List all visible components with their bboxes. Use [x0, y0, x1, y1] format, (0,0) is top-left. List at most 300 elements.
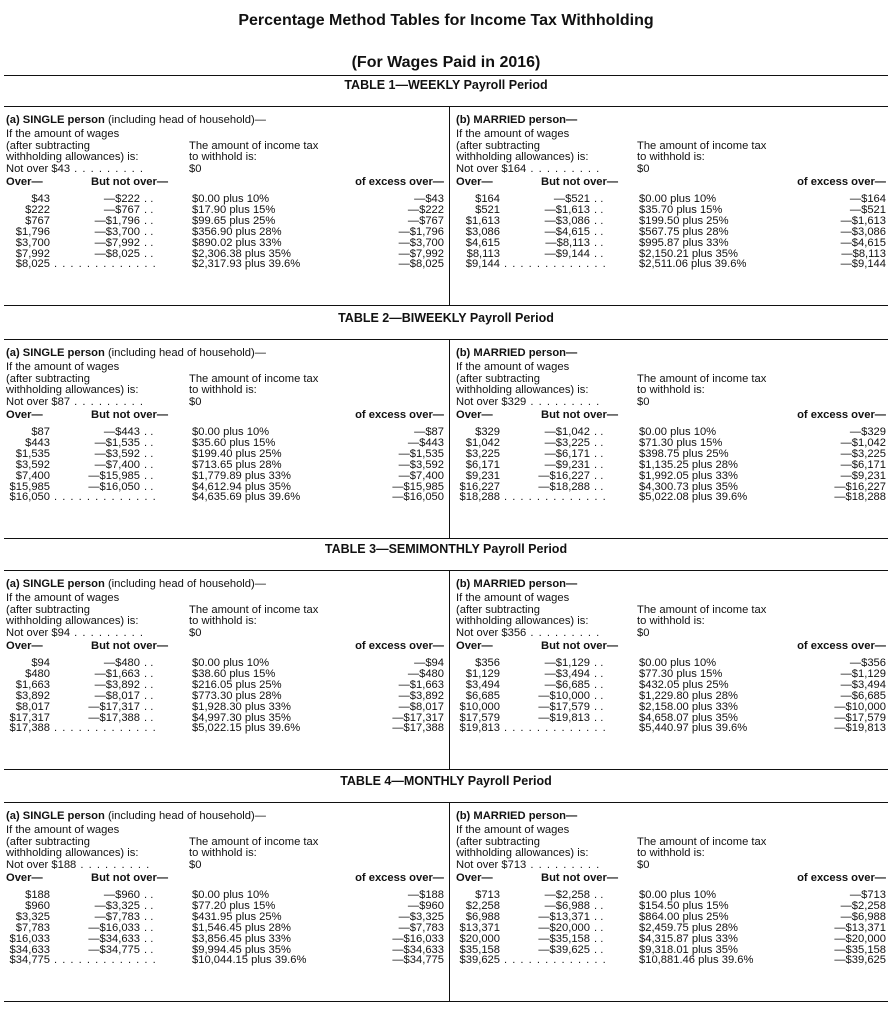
bracket-over: $1,613 [465, 214, 500, 227]
bracket-but-not-over: —$35,158 [538, 932, 590, 945]
header-but-not-over: But not over— [91, 872, 169, 884]
tax-formula: $2,317.93 plus 39.6% [192, 258, 301, 271]
wage-instruction: withholding allowances) is: [456, 151, 589, 163]
tax-formula: $9,994.45 plus 35% [192, 943, 291, 956]
leader-dots: . . [594, 214, 604, 227]
bracket-over: $16,050 [9, 491, 50, 504]
tax-formula: $1,928.30 plus 33% [192, 700, 291, 713]
bracket-but-not-over: —$6,685 [544, 678, 590, 691]
excess-over-amount: —$6,171 [840, 458, 886, 471]
bracket-but-not-over: —$7,400 [94, 458, 140, 471]
leader-dots: . . [594, 225, 604, 238]
bracket-over: $1,663 [15, 678, 50, 691]
tax-formula: $5,022.15 plus 39.6% [192, 722, 301, 735]
bracket-over: $16,227 [459, 480, 500, 493]
leader-dots: . . [144, 910, 154, 923]
leader-dots: . . [594, 678, 604, 691]
leader-dots: . . [144, 436, 154, 449]
leader-dots: . . [594, 426, 604, 438]
leader-dots: . . . . . . . . . . . . . [54, 258, 157, 271]
excess-over-amount: —$3,325 [398, 910, 444, 923]
table-block-3 [4, 540, 888, 771]
bracket-over: $8,113 [466, 247, 500, 260]
excess-over-amount: —$1,796 [398, 225, 444, 238]
not-over-text: Not over $329 [456, 396, 527, 408]
tax-formula: $890.02 plus 33% [192, 236, 282, 249]
tax-instruction: The amount of income tax [637, 836, 767, 848]
leader-dots: . . [594, 711, 604, 724]
bracket-but-not-over: —$3,086 [544, 214, 590, 227]
tax-formula: $864.00 plus 25% [639, 910, 729, 923]
tax-formula: $9,318.01 plus 35% [639, 943, 738, 956]
bracket-but-not-over: —$3,700 [94, 225, 140, 238]
tax-formula: $713.65 plus 28% [192, 458, 282, 471]
tax-formula: $1,546.45 plus 28% [192, 921, 291, 934]
bracket-over: $3,225 [465, 447, 500, 460]
single-person-heading [6, 810, 266, 822]
bracket-over: $35,158 [459, 943, 500, 956]
bracket-over: $6,171 [465, 458, 500, 471]
not-over-threshold [456, 859, 600, 871]
single-person-label: (a) SINGLE person [6, 578, 105, 590]
single-person-label: (a) SINGLE person [6, 810, 105, 822]
header-of-excess-over: of excess over— [797, 640, 886, 652]
married-person-label: (b) MARRIED person— [456, 578, 578, 590]
leader-dots: . . . . . . . . . . . . . [504, 491, 607, 504]
leader-dots: . . [144, 236, 154, 249]
tax-formula: $2,158.00 plus 33% [639, 700, 738, 713]
header-of-excess-over: of excess over— [797, 409, 886, 421]
leader-dots: . . [144, 899, 154, 912]
table-bottom-rule [4, 769, 888, 770]
wage-instruction: withholding allowances) is: [456, 615, 589, 627]
bracket-over: $20,000 [459, 932, 500, 945]
tax-instruction: The amount of income tax [189, 140, 319, 152]
tax-formula: $4,315.87 plus 33% [639, 932, 738, 945]
leader-dots: . . . . . . . . . . . . . [54, 491, 157, 504]
zero-amount: $0 [637, 859, 650, 871]
excess-over-amount: —$1,663 [398, 678, 444, 691]
header-but-not-over: But not over— [91, 640, 169, 652]
bracket-over: $3,325 [15, 910, 50, 923]
wage-instruction: If the amount of wages [6, 592, 120, 604]
wage-instruction: If the amount of wages [456, 592, 570, 604]
excess-over-amount: —$87 [414, 426, 444, 438]
bracket-but-not-over: —$9,231 [544, 458, 590, 471]
bracket-but-not-over: —$1,042 [544, 426, 590, 438]
tax-formula: $773.30 plus 28% [192, 689, 282, 702]
excess-over-amount: —$1,042 [840, 436, 886, 449]
page-title: Percentage Method Tables for Income Tax Withholding [238, 12, 654, 29]
leader-dots: . . [144, 447, 154, 460]
tax-instruction: to withhold is: [637, 384, 705, 396]
bracket-but-not-over: —$8,017 [94, 689, 140, 702]
zero-amount: $0 [189, 163, 202, 175]
excess-over-amount: —$8,025 [398, 258, 444, 271]
bracket-but-not-over: —$3,494 [544, 667, 590, 680]
wage-instruction: withholding allowances) is: [6, 151, 139, 163]
tax-formula: $5,022.08 plus 39.6% [639, 491, 748, 504]
bracket-over: $39,625 [459, 954, 500, 967]
excess-over-amount: —$3,592 [398, 458, 444, 471]
leader-dots: . . [594, 899, 604, 912]
bracket-over: $13,371 [459, 921, 500, 934]
header-over: Over— [456, 409, 493, 421]
excess-over-amount: —$18,288 [834, 491, 886, 504]
wage-instruction: withholding allowances) is: [6, 847, 139, 859]
table-heading: TABLE 2—BIWEEKLY Payroll Period [338, 311, 554, 325]
bracket-but-not-over: —$960 [103, 889, 140, 901]
wage-instruction: If the amount of wages [6, 128, 120, 140]
leader-dots: . . [594, 667, 604, 680]
leader-dots: . . [144, 469, 154, 482]
header-over: Over— [456, 176, 493, 188]
leader-dots: . . [144, 943, 154, 956]
excess-over-amount: —$767 [407, 214, 444, 227]
tax-formula: $0.00 plus 10% [639, 193, 717, 205]
excess-over-amount: —$356 [849, 657, 886, 669]
bracket-but-not-over: —$16,050 [88, 480, 140, 493]
bracket-but-not-over: —$1,613 [544, 203, 590, 216]
leader-dots: . . [144, 657, 154, 669]
bracket-over: $521 [475, 203, 500, 216]
leader-dots: . . [144, 678, 154, 691]
not-over-text: Not over $164 [456, 163, 527, 175]
leader-dots: . . [144, 458, 154, 471]
bracket-over: $7,992 [15, 247, 50, 260]
tax-instruction: to withhold is: [637, 151, 705, 163]
excess-over-amount: —$1,613 [840, 214, 886, 227]
leader-dots: . . [594, 193, 604, 205]
wage-instruction: If the amount of wages [456, 824, 570, 836]
header-of-excess-over: of excess over— [797, 872, 886, 884]
bracket-but-not-over: —$6,171 [544, 447, 590, 460]
bracket-but-not-over: —$7,992 [94, 236, 140, 249]
bracket-but-not-over: —$9,144 [544, 247, 590, 260]
excess-over-amount: —$188 [407, 889, 444, 901]
excess-over-amount: —$16,227 [834, 480, 886, 493]
bracket-but-not-over: —$443 [103, 426, 140, 438]
wage-instruction: If the amount of wages [456, 128, 570, 140]
bracket-over: $3,592 [15, 458, 50, 471]
bracket-over: $713 [475, 889, 500, 901]
bracket-over: $94 [31, 657, 50, 669]
bracket-but-not-over: —$6,988 [544, 899, 590, 912]
not-over-text: Not over $87 [6, 396, 71, 408]
bracket-but-not-over: —$1,535 [94, 436, 140, 449]
excess-over-amount: —$1,129 [840, 667, 886, 680]
married-person-label: (b) MARRIED person— [456, 810, 578, 822]
excess-over-amount: —$4,615 [840, 236, 886, 249]
wage-instruction: (after subtracting [6, 373, 90, 385]
bracket-but-not-over: —$15,985 [88, 469, 140, 482]
wage-instruction: (after subtracting [6, 140, 90, 152]
tax-instruction: The amount of income tax [189, 604, 319, 616]
excess-over-amount: —$713 [849, 889, 886, 901]
leader-dots: . . [594, 700, 604, 713]
married-person-label: (b) MARRIED person— [456, 114, 578, 126]
header-of-excess-over: of excess over— [355, 640, 444, 652]
tax-instruction: to withhold is: [637, 847, 705, 859]
leader-dots: . . . . . . . . . . . . . [54, 954, 157, 967]
bracket-over: $16,033 [9, 932, 50, 945]
single-person-heading [6, 114, 266, 126]
tax-instruction: The amount of income tax [637, 140, 767, 152]
leader-dots: . . [144, 932, 154, 945]
excess-over-amount: —$7,992 [398, 247, 444, 260]
excess-over-amount: —$3,700 [398, 236, 444, 249]
excess-over-amount: —$3,494 [840, 678, 886, 691]
header-but-not-over: But not over— [541, 176, 619, 188]
bracket-over: $6,988 [465, 910, 500, 923]
leader-dots: . . [144, 193, 154, 205]
excess-over-amount: —$6,988 [840, 910, 886, 923]
not-over-threshold [456, 163, 600, 175]
tax-formula: $398.75 plus 25% [639, 447, 729, 460]
wage-instruction: withholding allowances) is: [6, 384, 139, 396]
not-over-text: Not over $713 [456, 859, 527, 871]
table-block-1 [4, 76, 888, 307]
header-of-excess-over: of excess over— [355, 409, 444, 421]
excess-over-amount: —$17,388 [392, 722, 444, 735]
header-over: Over— [456, 872, 493, 884]
tax-formula: $38.60 plus 15% [192, 667, 276, 680]
not-over-threshold [6, 859, 150, 871]
excess-over-amount: —$43 [414, 193, 444, 205]
tax-formula: $1,992.05 plus 33% [639, 469, 738, 482]
tax-formula: $5,440.97 plus 39.6% [639, 722, 748, 735]
table-heading: TABLE 3—SEMIMONTHLY Payroll Period [324, 542, 568, 556]
wage-instruction: withholding allowances) is: [456, 847, 589, 859]
table-bottom-rule [4, 538, 888, 539]
zero-amount: $0 [637, 396, 650, 408]
bracket-but-not-over: —$16,227 [538, 469, 590, 482]
tax-formula: $0.00 plus 10% [192, 889, 270, 901]
bracket-but-not-over: —$480 [103, 657, 140, 669]
leader-dots: . . [594, 921, 604, 934]
single-person-qualifier: (including head of household)— [104, 810, 266, 822]
leader-dots: . . [144, 889, 154, 901]
bracket-but-not-over: —$521 [553, 193, 590, 205]
bracket-but-not-over: —$17,579 [538, 700, 590, 713]
tax-formula: $431.95 plus 25% [192, 910, 282, 923]
not-over-threshold [6, 163, 144, 175]
bracket-over: $9,144 [465, 258, 500, 271]
bracket-over: $15,985 [9, 480, 50, 493]
bracket-over: $164 [475, 193, 500, 205]
page-subtitle: (For Wages Paid in 2016) [351, 54, 541, 71]
excess-over-amount: —$13,371 [834, 921, 886, 934]
excess-over-amount: —$3,086 [840, 225, 886, 238]
bracket-over: $6,685 [465, 689, 500, 702]
tax-formula: $71.30 plus 15% [639, 436, 723, 449]
tax-formula: $0.00 plus 10% [639, 657, 717, 669]
tax-formula: $35.60 plus 15% [192, 436, 276, 449]
excess-over-amount: —$19,813 [834, 722, 886, 735]
bracket-but-not-over: —$3,225 [544, 436, 590, 449]
not-over-text: Not over $356 [456, 627, 527, 639]
tax-formula: $35.70 plus 15% [639, 203, 723, 216]
tax-formula: $199.50 plus 25% [639, 214, 729, 227]
bracket-over: $8,017 [15, 700, 50, 713]
bracket-but-not-over: —$222 [103, 193, 140, 205]
excess-over-amount: —$3,892 [398, 689, 444, 702]
bracket-but-not-over: —$13,371 [538, 910, 590, 923]
married-person-heading [456, 114, 577, 126]
leader-dots: . . [594, 203, 604, 216]
zero-amount: $0 [189, 396, 202, 408]
excess-over-amount: —$39,625 [834, 954, 886, 967]
leader-dots: . . [594, 447, 604, 460]
single-person-qualifier: (including head of household)— [104, 578, 266, 590]
leader-dots: . . [594, 932, 604, 945]
leader-dots: . . . . . . . . . [76, 859, 151, 871]
leader-dots: . . . . . . . . . . . . . [504, 954, 607, 967]
leader-dots: . . . . . . . . . [70, 627, 145, 639]
excess-over-amount: —$34,775 [392, 954, 444, 967]
not-over-text: Not over $94 [6, 627, 71, 639]
leader-dots: . . [594, 943, 604, 956]
wage-instruction: (after subtracting [456, 373, 540, 385]
tax-formula: $4,635.69 plus 39.6% [192, 491, 301, 504]
excess-over-amount: —$164 [849, 193, 886, 205]
leader-dots: . . [594, 436, 604, 449]
table-bottom-rule [4, 1001, 888, 1002]
bracket-over: $767 [25, 214, 50, 227]
tax-instruction: The amount of income tax [189, 373, 319, 385]
excess-over-amount: —$521 [849, 203, 886, 216]
bracket-over: $19,813 [459, 722, 500, 735]
not-over-threshold [456, 396, 600, 408]
single-person-heading [6, 578, 266, 590]
tax-formula: $4,300.73 plus 35% [639, 480, 738, 493]
leader-dots: . . . . . . . . . [526, 859, 601, 871]
excess-over-amount: —$7,783 [398, 921, 444, 934]
excess-over-amount: —$2,258 [840, 899, 886, 912]
tax-formula: $356.90 plus 28% [192, 225, 282, 238]
wage-instruction: If the amount of wages [6, 824, 120, 836]
leader-dots: . . [144, 700, 154, 713]
bracket-over: $7,400 [15, 469, 50, 482]
bracket-over: $1,535 [15, 447, 50, 460]
tax-formula: $10,881.46 plus 39.6% [639, 954, 754, 967]
bracket-over: $34,775 [9, 954, 50, 967]
tax-formula: $1,135.25 plus 28% [639, 458, 738, 471]
tax-formula: $3,856.45 plus 33% [192, 932, 291, 945]
header-over: Over— [6, 640, 43, 652]
bracket-over: $329 [475, 426, 500, 438]
excess-over-amount: —$9,231 [840, 469, 886, 482]
excess-over-amount: —$480 [407, 667, 444, 680]
header-over: Over— [456, 640, 493, 652]
bracket-but-not-over: —$1,129 [544, 657, 590, 669]
bracket-over: $10,000 [459, 700, 500, 713]
excess-over-amount: —$6,685 [840, 689, 886, 702]
bracket-over: $18,288 [459, 491, 500, 504]
bracket-but-not-over: —$10,000 [538, 689, 590, 702]
bracket-but-not-over: —$2,258 [544, 889, 590, 901]
excess-over-amount: —$329 [849, 426, 886, 438]
bracket-but-not-over: —$20,000 [538, 921, 590, 934]
single-person-label: (a) SINGLE person [6, 347, 105, 359]
excess-over-amount: —$35,158 [834, 943, 886, 956]
header-over: Over— [6, 176, 43, 188]
header-but-not-over: But not over— [91, 176, 169, 188]
tax-formula: $567.75 plus 28% [639, 225, 729, 238]
bracket-over: $222 [25, 203, 50, 216]
table-block-2 [4, 309, 888, 540]
leader-dots: . . . . . . . . . . . . . [504, 258, 607, 271]
leader-dots: . . [594, 236, 604, 249]
excess-over-amount: —$7,400 [398, 469, 444, 482]
bracket-over: $443 [25, 436, 50, 449]
bracket-but-not-over: —$16,033 [88, 921, 140, 934]
leader-dots: . . [144, 426, 154, 438]
bracket-over: $3,086 [465, 225, 500, 238]
tax-instruction: The amount of income tax [637, 604, 767, 616]
zero-amount: $0 [189, 859, 202, 871]
tax-formula: $2,459.75 plus 28% [639, 921, 738, 934]
bracket-but-not-over: —$7,783 [94, 910, 140, 923]
leader-dots: . . [144, 214, 154, 227]
tax-formula: $4,612.94 plus 35% [192, 480, 291, 493]
bracket-but-not-over: —$39,625 [538, 943, 590, 956]
leader-dots: . . . . . . . . . [526, 627, 601, 639]
wage-instruction: (after subtracting [6, 604, 90, 616]
tax-formula: $2,150.21 plus 35% [639, 247, 738, 260]
not-over-threshold [6, 396, 144, 408]
bracket-but-not-over: —$4,615 [544, 225, 590, 238]
single-person-heading [6, 347, 266, 359]
excess-over-amount: —$34,633 [392, 943, 444, 956]
bracket-over: $2,258 [465, 899, 500, 912]
not-over-threshold [6, 627, 144, 639]
wage-instruction: If the amount of wages [6, 361, 120, 373]
excess-over-amount: —$20,000 [834, 932, 886, 945]
excess-over-amount: —$16,033 [392, 932, 444, 945]
leader-dots: . . [144, 480, 154, 493]
leader-dots: . . [594, 889, 604, 901]
excess-over-amount: —$222 [407, 203, 444, 216]
leader-dots: . . [144, 689, 154, 702]
tax-formula: $0.00 plus 10% [639, 889, 717, 901]
leader-dots: . . . . . . . . . . . . . [54, 722, 157, 735]
married-person-heading [456, 810, 577, 822]
bracket-but-not-over: —$17,388 [88, 711, 140, 724]
excess-over-amount: —$15,985 [392, 480, 444, 493]
bracket-over: $87 [31, 426, 50, 438]
tax-formula: $4,658.07 plus 35% [639, 711, 738, 724]
leader-dots: . . [594, 480, 604, 493]
leader-dots: . . [144, 247, 154, 260]
leader-dots: . . . . . . . . . [70, 163, 145, 175]
zero-amount: $0 [637, 163, 650, 175]
tax-instruction: to withhold is: [189, 384, 257, 396]
wage-instruction: If the amount of wages [456, 361, 570, 373]
tax-formula: $0.00 plus 10% [192, 193, 270, 205]
bracket-over: $3,700 [15, 236, 50, 249]
excess-over-amount: —$94 [414, 657, 444, 669]
bracket-over: $34,633 [9, 943, 50, 956]
tax-formula: $995.87 plus 33% [639, 236, 729, 249]
header-but-not-over: But not over— [541, 640, 619, 652]
header-but-not-over: But not over— [91, 409, 169, 421]
tax-formula: $2,511.06 plus 39.6% [639, 258, 747, 271]
tax-formula: $17.90 plus 15% [192, 203, 276, 216]
table-header-rule [4, 339, 888, 340]
single-person-qualifier: (including head of household)— [104, 347, 266, 359]
bracket-over: $8,025 [15, 258, 50, 271]
